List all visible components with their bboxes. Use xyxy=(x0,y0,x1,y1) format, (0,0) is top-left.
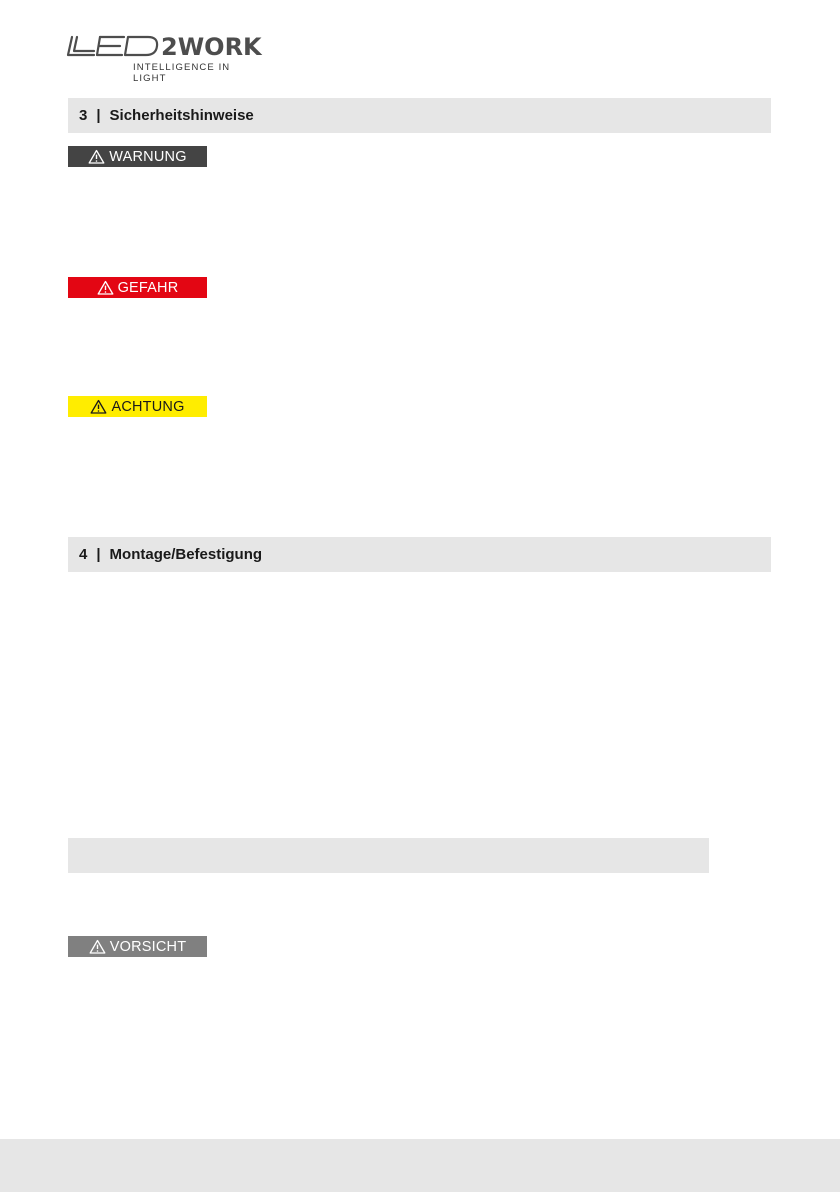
led2work-logo xyxy=(66,34,266,84)
warning-badge-vorsicht xyxy=(68,936,207,957)
badge-label: WARNUNG xyxy=(109,148,187,165)
section-title: Montage/Befestigung xyxy=(109,546,263,563)
badge-label: ACHTUNG xyxy=(111,398,185,415)
section-separator: | xyxy=(96,546,101,563)
led2work-wordmark-logo xyxy=(66,34,266,58)
warning-triangle-icon xyxy=(88,149,105,164)
badge-label: VORSICHT xyxy=(109,938,187,955)
warning-triangle-icon xyxy=(97,280,114,295)
warning-badge-achtung xyxy=(68,396,207,417)
section-number: 3 xyxy=(79,107,88,124)
section-header-sicherheitshinweise xyxy=(68,98,771,133)
section-number: 4 xyxy=(79,546,88,563)
warning-triangle-icon xyxy=(90,399,107,414)
empty-header-band xyxy=(68,838,709,873)
section-separator: | xyxy=(96,107,101,124)
badge-label: GEFAHR xyxy=(117,279,179,296)
warning-triangle-icon xyxy=(89,939,106,954)
logo-tagline: INTELLIGENCE IN LIGHT xyxy=(133,62,231,84)
logo-text-2work: 2WORK xyxy=(161,34,262,58)
section-title: Sicherheitshinweise xyxy=(109,107,254,124)
footer-band xyxy=(0,1139,840,1192)
warning-badge-warnung xyxy=(68,146,207,167)
section-header-montage-befestigung xyxy=(68,537,771,572)
warning-badge-gefahr xyxy=(68,277,207,298)
